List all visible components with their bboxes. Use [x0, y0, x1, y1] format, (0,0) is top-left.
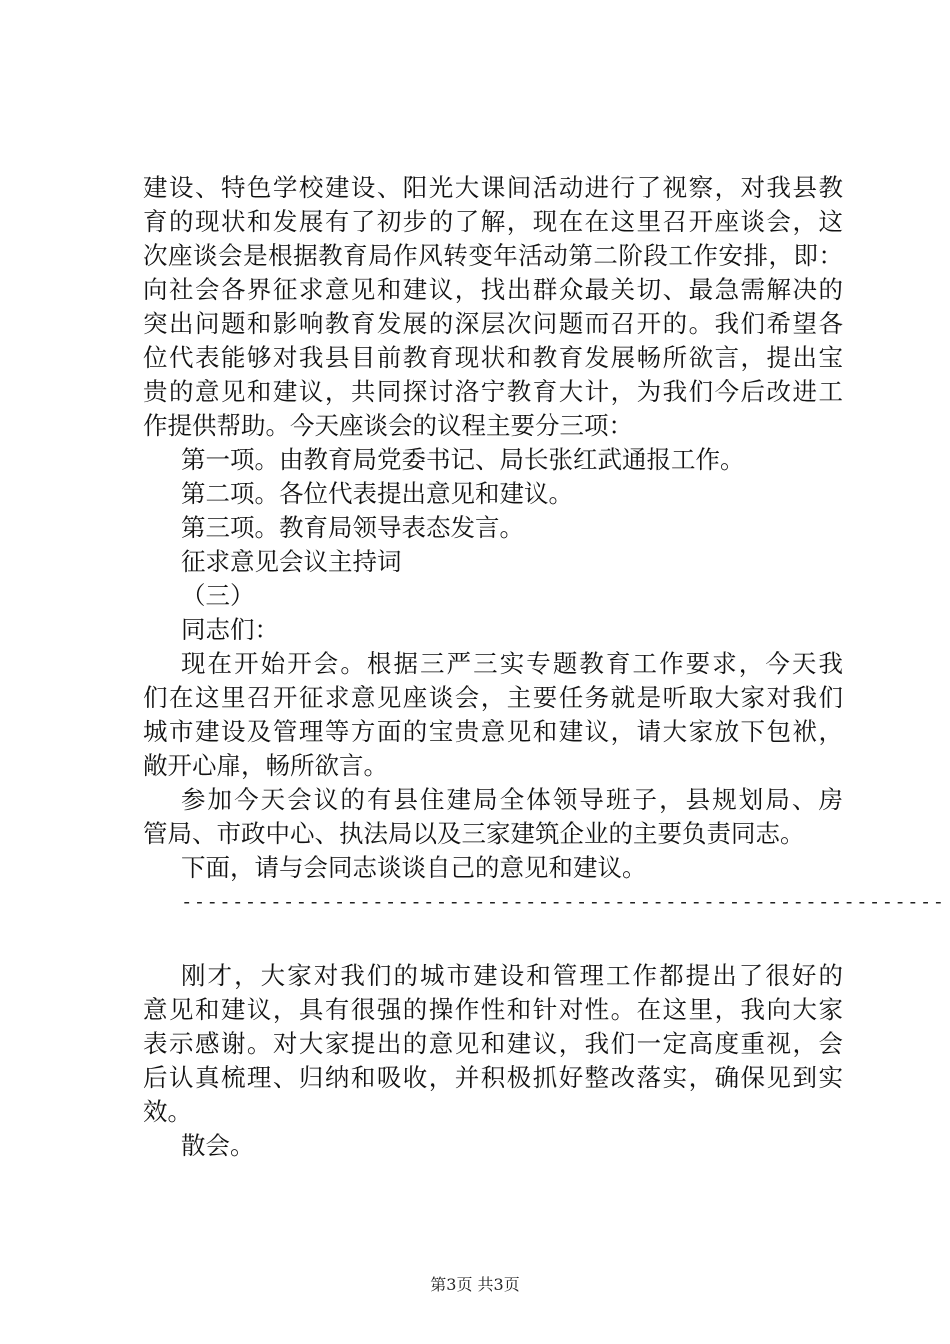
agenda-item: 第一项。由教育局党委书记、局长张红武通报工作。: [181, 445, 745, 474]
paragraph-summary: [143, 959, 843, 1129]
text-line: 意见和建议，具有很强的操作性和针对性。在这里，我向大家: [143, 995, 843, 1024]
text-line: 后认真梳理、归纳和吸收，并积极抓好整改落实，确保见到实: [143, 1063, 843, 1092]
page-footer: 第3页 共3页: [430, 1275, 520, 1294]
text-line: 位代表能够对我县目前教育现状和教育发展畅所欲言，提出宝: [143, 343, 843, 372]
paragraph-opening: [143, 647, 843, 783]
text-line: 管局、市政中心、执法局以及三家建筑企业的主要负责同志。: [143, 819, 805, 848]
text-line: 现在开始开会。根据三严三实专题教育工作要求，今天我: [181, 649, 843, 678]
agenda-item: 第二项。各位代表提出意见和建议。: [181, 479, 573, 508]
section-title: 征求意见会议主持词: [181, 547, 402, 576]
text-line: 作提供帮助。今天座谈会的议程主要分三项：: [143, 411, 633, 440]
document-body: [143, 171, 946, 1163]
dashed-divider: ------------------------------------------------------------: [181, 891, 946, 913]
text-line: 向社会各界征求意见和建议，找出群众最关切、最急需解决的: [143, 275, 843, 304]
greeting: 同志们：: [181, 615, 279, 644]
text-line: 贵的意见和建议，共同探讨洛宁教育大计，为我们今后改进工: [143, 377, 843, 406]
text-line: 突出问题和影响教育发展的深层次问题而召开的。我们希望各: [143, 309, 843, 338]
text-line: 育的现状和发展有了初步的了解，现在在这里召开座谈会，这: [143, 207, 843, 236]
text-line: 刚才，大家对我们的城市建设和管理工作都提出了很好的: [181, 961, 843, 990]
text-line: 参加今天会议的有县住建局全体领导班子，县规划局、房: [181, 785, 843, 814]
closing-line: 散会。: [181, 1131, 255, 1160]
agenda-list: [143, 443, 843, 545]
paragraph-attendees: [143, 783, 843, 851]
text-line: 效。: [143, 1097, 192, 1126]
spacer: [143, 919, 843, 959]
paragraph-invitation: 下面，请与会同志谈谈自己的意见和建议。: [181, 853, 647, 882]
agenda-item: 第三项。教育局领导表态发言。: [181, 513, 524, 542]
text-line: 城市建设及管理等方面的宝贵意见和建议，请大家放下包袱，: [143, 717, 843, 746]
text-line: 表示感谢。对大家提出的意见和建议，我们一定高度重视，会: [143, 1029, 843, 1058]
text-line: 建设、特色学校建设、阳光大课间活动进行了视察，对我县教: [143, 173, 843, 202]
text-line: 敞开心扉，畅所欲言。: [143, 751, 388, 780]
text-line: 们在这里召开征求意见座谈会，主要任务就是听取大家对我们: [143, 683, 843, 712]
text-line: 次座谈会是根据教育局作风转变年活动第二阶段工作安排，即：: [143, 241, 843, 270]
paragraph-intro: [143, 171, 843, 443]
section-number: （三）: [181, 581, 255, 610]
